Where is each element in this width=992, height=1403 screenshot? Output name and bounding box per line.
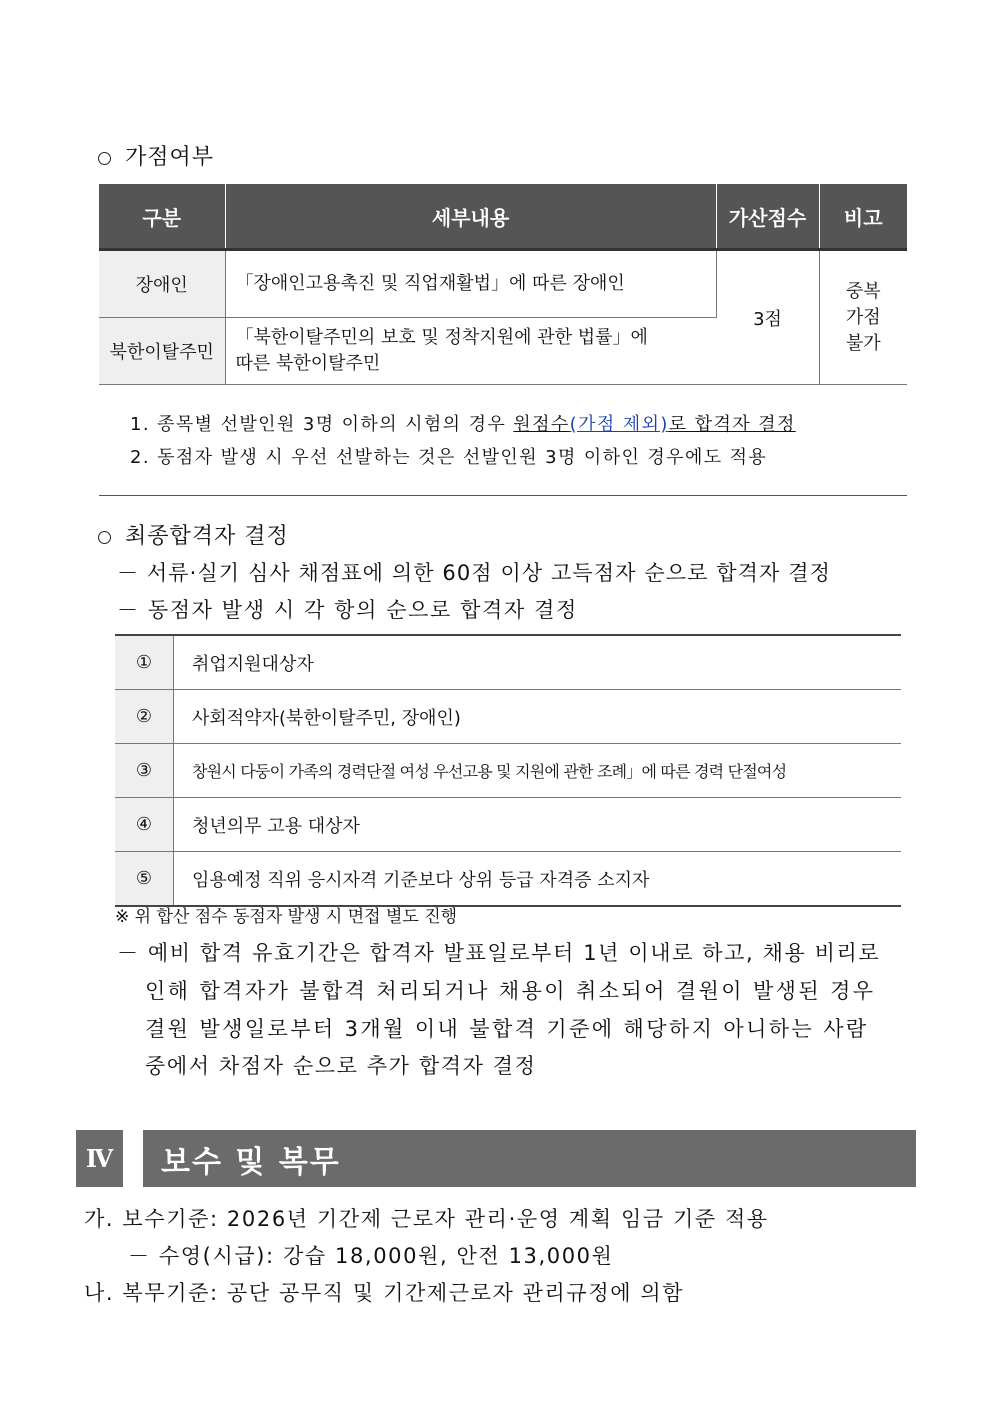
circle-bullet-icon [98,152,111,165]
final-line-1: － 서류·실기 심사 채점표에 의한 60점 이상 고득점자 순으로 합격자 결정 [117,561,831,585]
priority-number: ④ [115,798,174,852]
priority-text: 임용예정 직위 응시자격 기준보다 상위 등급 자격증 소지자 [174,852,902,907]
table-row [115,744,901,798]
priority-table [115,634,901,907]
priority-number: ① [115,635,174,690]
pay-standard: 가. 보수기준: 2026년 기간제 근로자 관리·운영 계획 임금 기준 적용 [84,1207,769,1231]
priority-text: 청년의무 고용 대상자 [174,798,902,852]
bonus-heading: 가점여부 [98,140,214,171]
section-number: Ⅳ [76,1130,123,1187]
section-title: 보수 및 복무 [143,1130,916,1187]
table-row [115,798,901,852]
reserve-line-4: 중에서 차점자 순으로 추가 합격자 결정 [145,1054,537,1078]
priority-text: 취업지원대상자 [174,635,902,690]
pay-hourly: － 수영(시급): 강습 18,000원, 안전 13,000원 [128,1244,614,1268]
circle-bullet-icon [98,531,111,544]
bonus-note-2: 2. 동점자 발생 시 우선 선발하는 것은 선발인원 3명 이하인 경우에도 적용 [130,447,768,468]
table-row [115,635,901,690]
priority-number: ② [115,690,174,744]
bonus-note-1: 1. 종목별 선발인원 3명 이하의 시험의 경우 원점수(가점 제외)로 합격자 결정 [130,414,796,435]
final-heading: 최종합격자 결정 [98,519,289,550]
service-standard: 나. 복무기준: 공단 공무직 및 기간제근로자 관리규정에 의함 [84,1281,685,1305]
priority-number: ③ [115,744,174,798]
row-category: 장애인 [99,250,225,318]
row-category: 북한이탈주민 [99,318,225,385]
reserve-line-3: 결원 발생일로부터 3개월 이내 불합격 기준에 해당하지 아니하는 사람 [145,1017,869,1041]
header-detail: 세부내용 [225,184,716,250]
bonus-table [99,184,907,385]
reserve-line-1: － 예비 합격 유효기간은 합격자 발표일로부터 1년 이내로 하고, 채용 비리로 [117,941,881,965]
bonus-table-header [99,184,907,250]
final-line-2: － 동점자 발생 시 각 항의 순으로 합격자 결정 [117,598,578,622]
table-row [115,852,901,907]
table-row [115,690,901,744]
remark-cell: 중복 가점 불가 [819,250,907,385]
reserve-line-2: 인해 합격자가 불합격 처리되거나 채용이 취소되어 결원이 발생된 경우 [145,979,876,1003]
priority-text: 창원시 다둥이 가족의 경력단절 여성 우선고용 및 지원에 관한 조례」에 따른 경력 단절여성 [174,744,902,798]
points-cell: 3점 [716,250,819,385]
footnote: ※ 위 합산 점수 동점자 발생 시 면접 별도 진행 [115,907,458,927]
priority-text: 사회적약자(북한이탈주민, 장애인) [174,690,902,744]
row-detail: 「북한이탈주민의 보호 및 정착지원에 관한 법률」에 따른 북한이탈주민 [225,318,716,385]
header-category: 구분 [99,184,225,250]
priority-number: ⑤ [115,852,174,907]
row-detail: 「장애인고용촉진 및 직업재활법」에 따른 장애인 [225,250,716,318]
divider [99,495,907,496]
header-remark: 비고 [819,184,907,250]
header-points: 가산점수 [716,184,819,250]
table-row [99,250,907,318]
